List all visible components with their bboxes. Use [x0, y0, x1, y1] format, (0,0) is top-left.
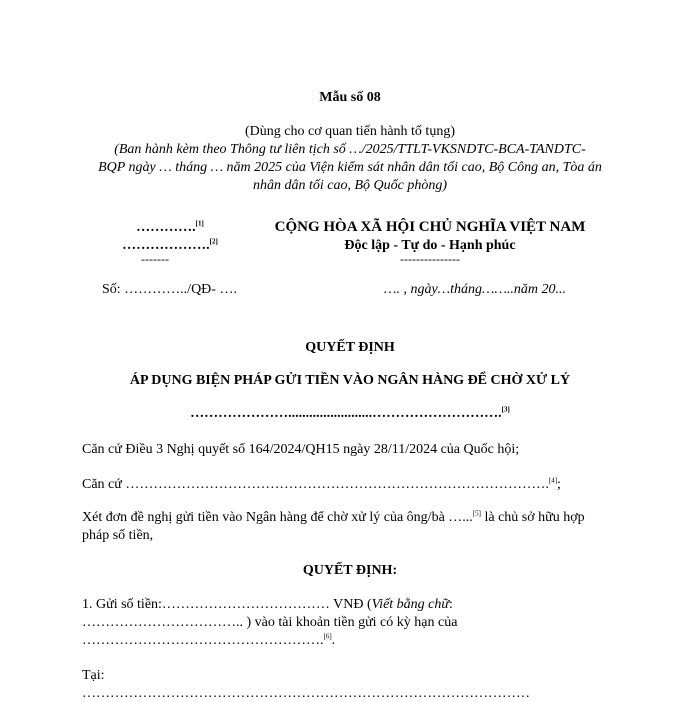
- national-rule: ---------------: [400, 252, 460, 266]
- place-label: Tại:: [82, 668, 105, 683]
- legal-basis-1: Căn cứ Điều 3 Nghị quyết số 164/2024/QH15 ngày 28/11/2024 của Quốc hội;: [82, 442, 520, 457]
- item-1-line-1: 1. Gửi số tiền:……………………………… VNĐ (Viết bằng chữ:: [82, 597, 453, 612]
- decides-heading: QUYẾT ĐỊNH:: [302, 563, 398, 578]
- place-blank-line: ……………………………………………………………………………………: [82, 686, 530, 701]
- footnote-6-marker: [6]: [323, 632, 332, 641]
- national-motto: Độc lập - Tự do - Hạnh phúc: [344, 238, 516, 253]
- decision-subject: ÁP DỤNG BIỆN PHÁP GỬI TIỀN VÀO NGÂN HÀNG ĐỂ CHỜ XỬ LÝ: [129, 373, 571, 388]
- item-1-line-3: …………………………………………….[6].: [82, 632, 336, 648]
- item-1-line-2: …………………………….. ) vào tài khoản tiền gửi có kỳ hạn của: [82, 615, 458, 630]
- document-number: Số: …………../QĐ- ….: [102, 282, 237, 297]
- agency-rule: -------: [141, 252, 169, 266]
- footnote-1-marker: [1]: [195, 219, 204, 228]
- agency-line-1: ………….[1]: [136, 219, 204, 235]
- issuance-line-1: (Ban hành kèm theo Thông tư liên tịch số …/2025/TTLT-VKSNDTC-BCA-TANDTC-: [114, 142, 586, 157]
- national-title: CỘNG HÒA XÃ HỘI CHỦ NGHĨA VIỆT NAM: [274, 219, 586, 235]
- decision-title: QUYẾT ĐỊNH: [305, 340, 395, 355]
- legal-basis-2: Căn cứ ……………………………………………………………………………….[4];: [82, 476, 561, 492]
- issuance-line-3: nhân dân tối cao, Bộ Quốc phòng): [252, 178, 448, 193]
- usage-note: (Dùng cho cơ quan tiến hành tố tụng): [245, 124, 455, 139]
- footnote-4-marker: [4]: [548, 476, 558, 485]
- consideration-line-1: Xét đơn đề nghị gửi tiền vào Ngân hàng để chờ xử lý của ông/bà …...[5] là chủ sở hữu hợp: [82, 509, 585, 525]
- document-date: …. , ngày…tháng……..năm 20...: [384, 282, 567, 297]
- footnote-2-marker: [2]: [209, 237, 218, 246]
- form-number: Mẫu số 08: [319, 90, 381, 105]
- consideration-line-2: pháp số tiền,: [82, 528, 154, 543]
- issuance-line-2: BQP ngày … tháng … năm 2025 của Viện kiểm sát nhân dân tối cao, Bộ Công an, Tòa án: [98, 160, 602, 175]
- footnote-5-marker: [5]: [472, 509, 481, 518]
- footnote-3-marker: [3]: [501, 405, 510, 414]
- agency-line-2: ……………….[2]: [122, 237, 218, 253]
- subject-blank-line: …………………........................……………………….[3]: [190, 405, 510, 421]
